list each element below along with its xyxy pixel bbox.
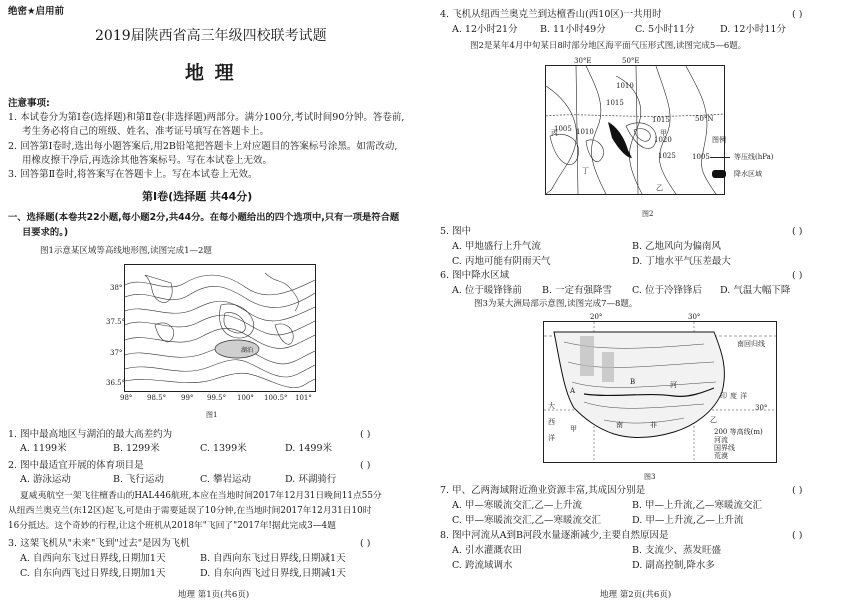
option: A. 引水灌溉农田 (452, 545, 522, 556)
option: B. 飞行运动 (113, 474, 165, 485)
place-label: 河 (670, 381, 677, 389)
place-label: 度 (730, 392, 737, 400)
figure-caption: 图2 (642, 210, 654, 218)
option: A. 1199米 (20, 443, 67, 454)
question-1-stem: 1. 图中最高地区与湖泊的最大高差约为 (8, 429, 173, 440)
note-line: 用橡皮擦干净后,再选涂其他答案标号。写在本试卷上无效。 (22, 155, 273, 166)
legend-isobar-swatch (710, 157, 730, 158)
option: C. 1399米 (200, 443, 247, 454)
lon-label: 50°E (622, 57, 640, 65)
isobar-value: 1005 (554, 125, 572, 133)
answer-paren: ( ) (360, 429, 371, 440)
instructions: 目要求的。) (22, 227, 69, 238)
answer-paren: ( ) (360, 460, 371, 471)
lon-label: 100.5° (264, 394, 288, 402)
note-line: 2. 回答第Ⅰ卷时,选出每小题答案后,用2B铅笔把答题卡上对应题目的答案标号涂黑。如需改动, (8, 141, 398, 152)
lon-label: 101° (295, 394, 312, 402)
note-line: 考生务必将自己的班级、姓名、准考证号填写在答题卡上。 (22, 126, 270, 137)
instructions: 一、选择题(本卷共22小题,每小题2分,共44分。在每小题给出的四个选项中,只有一项是符合题 (8, 212, 400, 223)
answer-paren: ( ) (792, 226, 803, 237)
question-6-stem: 6. 图中降水区域 (440, 270, 510, 281)
option: D. 丁地水平气压差最大 (632, 256, 731, 267)
place-label: 大 (548, 402, 555, 410)
lat-label: 50°N (695, 115, 714, 123)
question-3-stem: 3. 这架飞机从"未来"飞到"过去"是因为飞机 (8, 538, 190, 549)
place-label: 西 (548, 418, 555, 426)
option: B. 11小时49分 (540, 24, 606, 35)
answer-paren: ( ) (360, 538, 371, 549)
passage-line: 夏威夷航空一架飞往檀香山的HAL446航班,本应在当地时间2017年12月31日晚间11点55分 (20, 491, 382, 501)
page-footer: 地理 第2页(共6页) (600, 590, 672, 600)
place-label: 丙 (551, 129, 558, 137)
lon-label: 99.5° (207, 394, 227, 402)
lat-label: 37° (110, 349, 123, 357)
figure-2-pressure-map (545, 65, 725, 195)
option: B. 支流少、蒸发旺盛 (632, 545, 722, 556)
place-label: 非 (650, 421, 657, 429)
option: C. 自东向西飞过日界线,日期加1天 (20, 568, 166, 579)
lon-label: 100° (237, 394, 254, 402)
lake-label: 湖泊 (241, 347, 254, 354)
option: C. 甲—寒暖流交汇,乙—寒暖流交汇 (452, 515, 601, 526)
legend-isobar-value: 1005 (692, 153, 710, 161)
place-label: 洋 (740, 392, 747, 400)
isobar-value: 1015 (652, 116, 670, 124)
question-5-stem: 5. 图中 (440, 226, 472, 237)
lon-label: 20° (590, 313, 603, 321)
isobar-value: 1010 (616, 82, 634, 90)
lon-label: 98° (120, 394, 133, 402)
option: A. 甲—寒暖流交汇,乙—上升流 (452, 500, 582, 511)
question-2-stem: 2. 图中最适宜开展的体育项目是 (8, 460, 144, 471)
tropic-label: 南回归线 (737, 340, 765, 348)
right-page (430, 0, 860, 606)
question-4-stem: 4. 飞机从纽西兰奥克兰到达檀香山(西10区)一共用时 (440, 9, 662, 20)
lat-label: 37.5° (106, 318, 126, 326)
place-label: 南 (616, 421, 623, 429)
legend-precip-swatch (712, 170, 726, 178)
pressure-map-graphic (546, 66, 724, 194)
section-title: 第Ⅰ卷(选择题 共44分) (142, 190, 253, 203)
place-label: 甲 (660, 129, 667, 137)
legend-item: 200 等高线(m) (714, 428, 763, 436)
option: B. 一定有强降雪 (542, 285, 613, 296)
isobar-value: 1020 (654, 136, 672, 144)
option: A. 12小时21分 (452, 24, 518, 35)
option: C. 跨流域调水 (452, 560, 513, 571)
answer-paren: ( ) (792, 9, 803, 20)
legend-item: 河流 (714, 436, 728, 444)
lon-label: 30° (688, 313, 701, 321)
subject-title: 地 理 (185, 62, 236, 84)
note-line: 1. 本试卷分为第Ⅰ卷(选择题)和第Ⅱ卷(非选择题)两部分。满分100分,考试时间90分钟。答卷前, (8, 112, 405, 123)
legend-title: 图例 (712, 136, 726, 144)
place-label: 甲 (570, 425, 577, 433)
contour-map-graphic (125, 265, 315, 391)
figure-intro: 图3为某大洲局部示意图,读图完成7—8题。 (474, 299, 638, 309)
option: C. 位于冷锋锋后 (632, 285, 702, 296)
confidential-mark: 绝密★启用前 (8, 6, 65, 17)
precipitation-area (608, 122, 632, 158)
option: B. 自西向东飞过日界线,日期减1天 (200, 553, 346, 564)
lat-label: 36.5° (106, 379, 126, 387)
question-8-stem: 8. 图中河流从A到B河段水量逐渐减少,主要自然原因是 (440, 530, 669, 541)
isobar-value: 1025 (658, 152, 676, 160)
lon-label: 30°E (574, 57, 592, 65)
place-label: A (570, 387, 576, 395)
option: A. 游泳运动 (20, 474, 71, 485)
isobar-value: 1010 (576, 128, 594, 136)
figure-caption: 图1 (206, 411, 218, 419)
option: D. 1499米 (285, 443, 332, 454)
option: D. 甲—上升流,乙—上升流 (632, 515, 744, 526)
figure-1-contour-map (124, 264, 316, 392)
passage-line: 16分抵达。这个奇妙的行程,让这个班机从2018年"飞回了"2017年!据此完成3—4题 (8, 521, 336, 531)
figure-intro: 图2是某年4月中旬某日8时部分地区海平面气压形式图,读图完成5—6题。 (470, 41, 747, 51)
option: B. 甲—上升流,乙—寒暖流交汇 (632, 500, 763, 511)
page-footer: 地理 第1页(共6页) (178, 590, 250, 600)
option: A. 位于暖锋锋前 (452, 285, 522, 296)
option: D. 12小时11分 (720, 24, 786, 35)
place-label: 洋 (548, 434, 555, 442)
option: D. 副高控制,降水多 (632, 560, 715, 571)
legend-precip: 降水区域 (734, 170, 762, 178)
answer-paren: ( ) (792, 530, 803, 541)
option: C. 5小时11分 (635, 24, 695, 35)
legend-item: 国界线 (714, 444, 735, 452)
passage-line: 从纽西兰奥克兰(东12区)起飞,可是由于需要延误了10分钟,在当地时间2017年12月31日10时 (8, 506, 372, 516)
answer-paren: ( ) (792, 270, 803, 281)
legend-item: 荒漠 (714, 452, 728, 460)
lon-label: 98.5° (147, 394, 167, 402)
isobar-value: 1015 (606, 99, 624, 107)
lon-label: 99° (181, 394, 194, 402)
answer-paren: ( ) (792, 485, 803, 496)
question-7-stem: 7. 甲、乙两海域附近渔业资源丰富,其成因分别是 (440, 485, 646, 496)
option: C. 攀岩运动 (200, 474, 251, 485)
figure-intro: 图1示意某区域等高线地形图,读图完成1—2题 (40, 246, 212, 256)
lat-label: 30° (755, 404, 768, 412)
legend-isobar: 等压线(hPa) (734, 153, 774, 161)
option: D. 气温大幅下降 (720, 285, 791, 296)
notes-heading: 注意事项: (8, 98, 50, 109)
option: A. 甲地盛行上升气流 (452, 241, 541, 252)
place-label: 印 (720, 392, 727, 400)
figure-caption: 图3 (644, 473, 656, 481)
option: B. 乙地风向为偏南风 (632, 241, 722, 252)
lat-label: 38° (110, 284, 123, 292)
option: D. 环湖骑行 (285, 474, 337, 485)
place-label: B (630, 378, 636, 386)
option: C. 丙地可能有阴雨天气 (452, 256, 551, 267)
note-line: 3. 回答第Ⅱ卷时,将答案写在答题卡上。写在本试卷上无效。 (8, 169, 258, 180)
option: D. 自东向西飞过日界线,日期减1天 (200, 568, 346, 579)
option: B. 1299米 (113, 443, 160, 454)
place-label: 丁 (582, 167, 589, 175)
place-label: 乙 (710, 416, 717, 424)
option: A. 自西向东飞过日界线,日期加1天 (20, 553, 166, 564)
place-label: 乙 (656, 184, 663, 192)
exam-title: 2019届陕西省高三年级四校联考试题 (95, 28, 327, 44)
